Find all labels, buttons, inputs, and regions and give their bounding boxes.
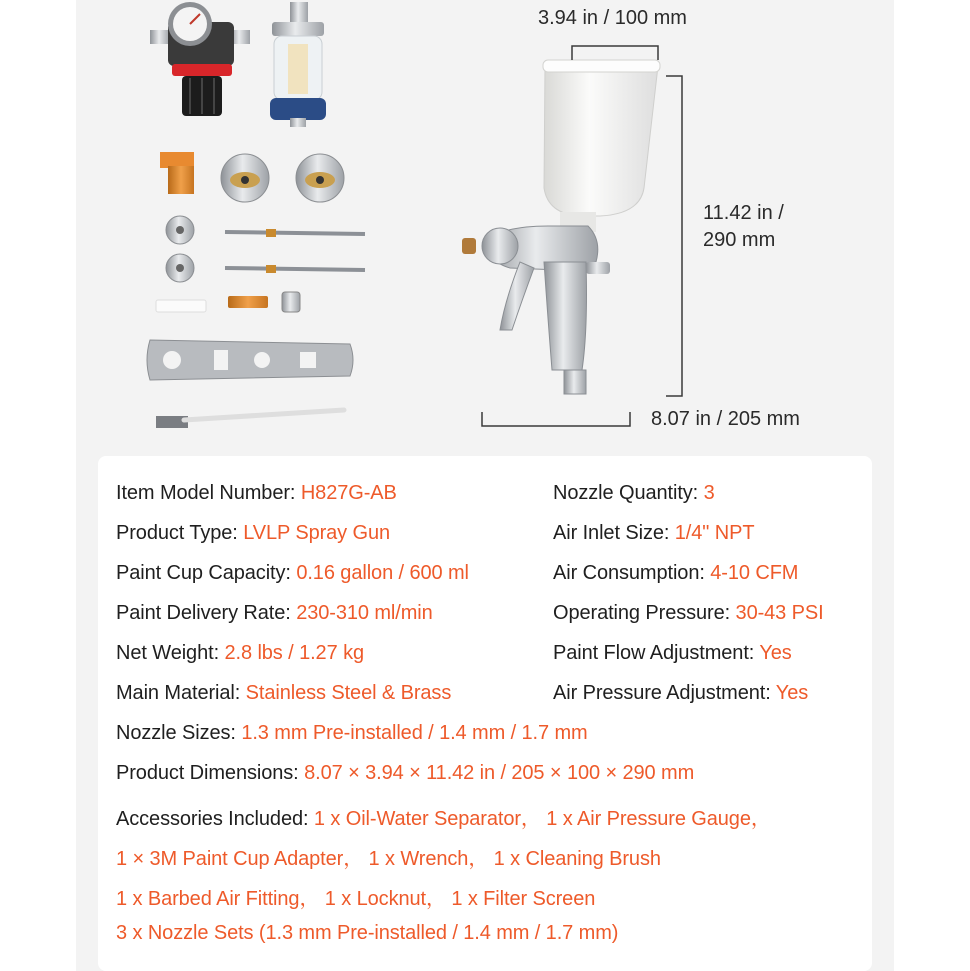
locknut-icon (282, 292, 300, 312)
cup-adapter-icon (160, 152, 194, 194)
accessories-line: 1 × 3M Paint Cup Adapter， 1 x Wrench， 1 x Cleaning Brush (116, 848, 661, 870)
spec-label: Nozzle Sizes: (116, 722, 242, 744)
spec-item-paint-flow-adjustment (553, 642, 792, 665)
accessories-line: 1 x Oil-Water Separator， 1 x Air Pressure Gauge， (313, 808, 771, 830)
barbed-air-fitting-icon (228, 296, 268, 308)
spec-value: 2.8 lbs / 1.27 kg (224, 642, 364, 664)
spec-item-nozzle-sizes (116, 722, 588, 745)
spec-label: Paint Cup Capacity: (116, 562, 297, 584)
fluid-tip-icon (166, 254, 194, 282)
product-photo-area (0, 0, 970, 455)
spec-value: Yes (775, 682, 809, 704)
width-dimension-label: 3.94 in / 100 mm (538, 7, 687, 29)
spec-label: Air Pressure Adjustment: (553, 682, 776, 704)
cleaning-brush-icon (156, 410, 344, 428)
needle-icon (225, 265, 365, 273)
spec-item-nozzle-quantity (553, 482, 715, 505)
spec-value: 1/4" NPT (674, 522, 755, 544)
air-cap-icon (221, 154, 269, 202)
air-pressure-gauge-icon (150, 2, 250, 116)
fluid-tip-icon (166, 216, 194, 244)
spec-value: 230-310 ml/min (296, 602, 433, 624)
spec-item-product-dimensions (116, 762, 694, 785)
spec-value: 30-43 PSI (735, 602, 824, 624)
accessories-line: 3 x Nozzle Sets (1.3 mm Pre-installed / 1.4 mm / 1.7 mm) (116, 922, 619, 944)
spec-label: Net Weight: (116, 642, 225, 664)
wrench-icon (147, 340, 353, 380)
spec-item-main-material (116, 682, 451, 705)
spec-value: Yes (759, 642, 792, 664)
spec-value: Stainless Steel & Brass (245, 682, 452, 704)
spec-value: 8.07 × 3.94 × 11.42 in / 205 × 100 × 290 mm (304, 762, 695, 784)
spec-label: Paint Delivery Rate: (116, 602, 297, 624)
spec-item-paint-delivery-rate (116, 602, 433, 625)
spec-item-net-weight (116, 642, 364, 665)
spray-gun-icon (462, 60, 660, 394)
spec-label: Paint Flow Adjustment: (553, 642, 760, 664)
accessories-line: 1 x Barbed Air Fitting， 1 x Locknut， 1 x Filter Screen (116, 888, 596, 910)
spec-item-product-type (116, 522, 390, 545)
product-illustration (0, 0, 970, 455)
needle-icon (225, 229, 365, 237)
spec-item-accessories (116, 802, 771, 831)
spec-value: 4-10 CFM (710, 562, 799, 584)
oil-water-separator-icon (270, 2, 326, 127)
spec-label: Product Dimensions: (116, 762, 305, 784)
spec-label: Product Type: (116, 522, 244, 544)
spec-value: 1.3 mm Pre-installed / 1.4 mm / 1.7 mm (241, 722, 588, 744)
height-dimension-line (666, 76, 682, 396)
spec-label: Item Model Number: (116, 482, 301, 504)
filter-screen-icon (156, 300, 206, 312)
spec-item-operating-pressure (553, 602, 824, 625)
spec-item-air-inlet-size (553, 522, 754, 545)
depth-dimension-label: 8.07 in / 205 mm (651, 408, 800, 430)
spec-label: Operating Pressure: (553, 602, 736, 624)
spec-label: Nozzle Quantity: (553, 482, 704, 504)
spec-label: Air Inlet Size: (553, 522, 675, 544)
spec-value: H827G-AB (300, 482, 397, 504)
spec-value: 0.16 gallon / 600 ml (296, 562, 469, 584)
spec-label: Accessories Included: (116, 808, 314, 830)
spec-item-model-number (116, 482, 397, 505)
air-cap-icon (296, 154, 344, 202)
spec-label: Main Material: (116, 682, 246, 704)
width-dimension-line (572, 46, 658, 60)
spec-value: LVLP Spray Gun (243, 522, 391, 544)
height-dimension-label: 11.42 in / 290 mm (703, 202, 784, 251)
spec-label: Air Consumption: (553, 562, 711, 584)
spec-item-air-pressure-adjustment (553, 682, 808, 705)
spec-item-air-consumption (553, 562, 798, 585)
depth-dimension-line (482, 412, 630, 426)
spec-item-paint-cup-capacity (116, 562, 469, 585)
spec-value: 3 (703, 482, 715, 504)
